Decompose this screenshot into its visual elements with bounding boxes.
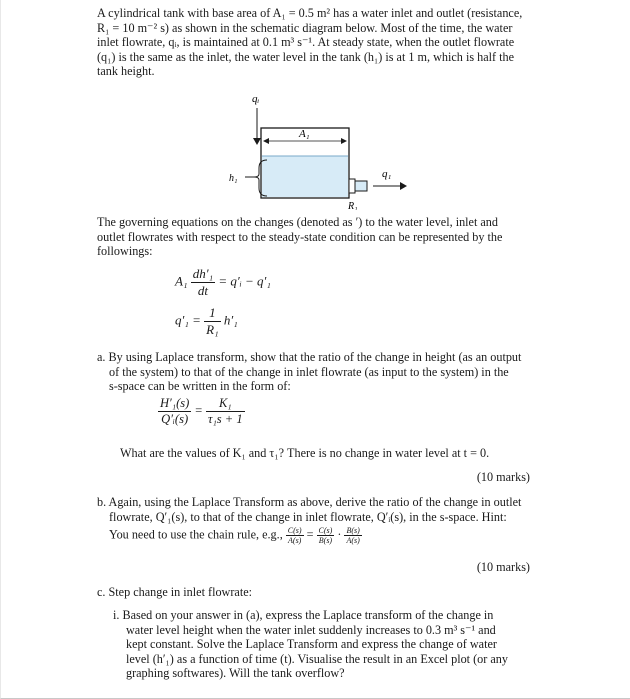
part-a-line: a. By using Laplace transform, show that the ratio of the change in height (as an output [97, 350, 522, 364]
resistance-label: R₁ [348, 201, 358, 210]
part-c-header: c. Step change in inlet flowrate: [97, 585, 252, 599]
tf-a-gain: K₁ [206, 396, 245, 412]
part-b-chain-rule [109, 526, 362, 545]
eq1-rhs: = q′ᵢ − q′₁ [218, 273, 271, 289]
eq2-numerator: 1 [204, 305, 220, 322]
intro-paragraph [97, 6, 532, 79]
part-b-marks: (10 marks) [476, 560, 530, 574]
tf-a-numerator: H′₁(s) [160, 396, 190, 410]
water [262, 156, 348, 197]
outlet-valve [349, 179, 355, 193]
part-a-values-question: What are the values of K₁ and τ₁? There is no change in water level at t = 0. [120, 446, 490, 460]
part-a-question [97, 350, 532, 394]
chain-e-num: B(s) [346, 526, 360, 535]
chain-b-over-a [344, 526, 361, 545]
chain-c-over-a [286, 526, 304, 545]
part-c-i [113, 608, 532, 681]
part-b-line: b. Again, using the Laplace Transform as above, derive the ratio of the change in outlet [97, 495, 522, 509]
transfer-function-a [158, 396, 245, 427]
eq2-fraction [204, 305, 220, 338]
chain-rule-prefix: You need to use the chain rule, e.g., [109, 527, 283, 542]
part-a-marks: (10 marks) [476, 470, 530, 484]
governing-paragraph [97, 215, 532, 259]
eq1-denominator: dt [197, 283, 208, 298]
eq1-coef: A₁ [175, 273, 188, 289]
part-c-i-line: i. Based on your answer in (a), express the Laplace transform of the change in [113, 608, 494, 622]
part-a-line: of the system) to that of the change in inlet flowrate (as input to the system) in the [109, 364, 509, 379]
part-a-line: s-space can be written in the form of: [109, 379, 291, 394]
tf-a-time-constant-term: τ₁s + 1 [207, 412, 243, 426]
equation-1 [175, 266, 271, 299]
tf-a-equals: = [194, 403, 203, 418]
chain-e-den: A(s) [346, 536, 360, 545]
governing-line: The governing equations on the changes (denoted as ′) to the water level, inlet and [97, 215, 498, 229]
chain-d-num: C(s) [318, 526, 333, 535]
intro-line: R₁ = 10 m⁻² s) as shown in the schematic diagram below. Most of the time, the water [97, 20, 513, 35]
part-b-question [97, 495, 532, 524]
equation-2 [175, 305, 238, 338]
eq2-tail: h′₁ [223, 312, 238, 328]
chain-equals: = [306, 527, 314, 542]
chain-c-den: A(s) [288, 536, 302, 545]
part-c-i-line: graphing softwares). Will the tank overflow? [126, 666, 345, 681]
chain-c-num: C(s) [287, 526, 302, 535]
part-b-line: flowrate, Q′₁(s), to that of the change in inlet flowrate, Q′ᵢ(s), in the s-space. Hint: [109, 509, 507, 524]
eq1-numerator: dh′₁ [192, 266, 214, 281]
height-label: h₁ [229, 173, 238, 184]
eq1-fraction [191, 266, 215, 299]
area-label: A₁ [299, 128, 310, 140]
part-c-i-line: water level height when the water inlet suddenly increases to 0.3 m³ s⁻¹ and [126, 622, 496, 637]
intro-line: tank height. [97, 64, 155, 79]
tf-a-left-fraction [158, 396, 191, 427]
tf-a-right-fraction [206, 396, 245, 427]
outlet-label: q₁ [382, 168, 392, 180]
inlet-label: qᵢ [252, 93, 260, 105]
inlet-arrow-head [253, 138, 261, 145]
chain-dot: · [337, 527, 342, 542]
governing-line: outlet flowrates with respect to the steady-state condition can be represented by the [97, 229, 503, 244]
chain-c-over-b [317, 526, 335, 545]
eq2-denominator: R₁ [206, 322, 219, 337]
intro-line: inlet flowrate, qᵢ, is maintained at 0.1 m³ s⁻¹. At steady state, when the outlet flowrate [97, 35, 515, 50]
part-c-i-line: level (h′₁) as a function of time (t). Visualise the result in an Excel plot (or any [126, 651, 508, 666]
chain-d-den: B(s) [318, 536, 333, 545]
intro-line: (q₁) is the same as the inlet, the water level in the tank (h₁) is at 1 m, which is half the [97, 49, 514, 64]
eq2-lhs: q′₁ = [175, 312, 201, 328]
tank-schematic [225, 88, 415, 210]
governing-line: followings: [97, 244, 153, 259]
tf-a-denominator: Q′ᵢ(s) [161, 412, 189, 426]
outlet-arrow-head [400, 182, 407, 190]
intro-line: A cylindrical tank with base area of A₁ = 0.5 m² has a water inlet and outlet (resistance, [97, 6, 523, 20]
part-c-i-line: kept constant. Solve the Laplace Transform and express the change of water [126, 637, 497, 652]
